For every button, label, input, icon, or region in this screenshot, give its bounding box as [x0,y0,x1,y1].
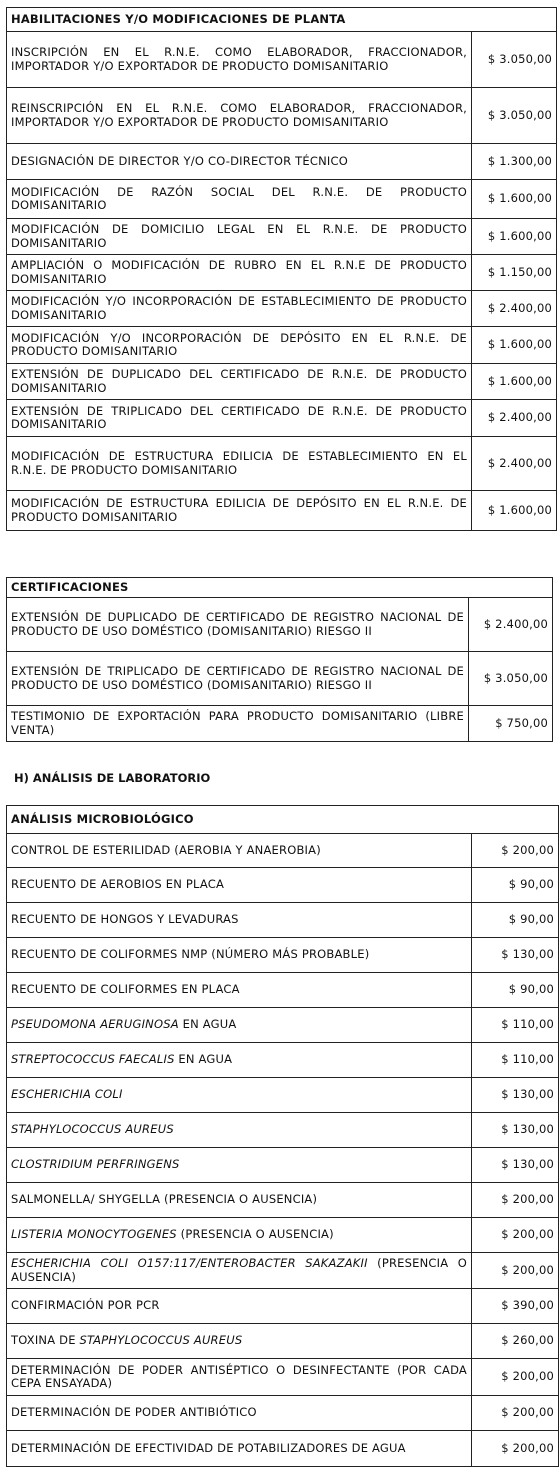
row-desc [7,1078,472,1113]
section-title: ANÁLISIS MICROBIOLÓGICO [7,806,559,834]
organism-name: STAPHYLOCOCCUS AUREUS [11,1122,174,1137]
table-row [7,180,557,219]
table-row [7,255,557,291]
row-desc: AMPLIACIÓN O MODIFICACIÓN DE RUBRO EN EL R.N.E DE PRODUCTO DOMISANITARIO [7,255,472,291]
table-row [7,32,557,88]
row-desc: CONTROL DE ESTERILIDAD (AEROBIA Y ANAEROBIA) [7,834,472,868]
table-row [7,1431,559,1467]
row-desc [7,1218,472,1253]
table-row [7,1008,559,1043]
row-desc-suffix: EN AGUA [174,1052,233,1067]
table-row [7,1289,559,1324]
organism-name: LISTERIA MONOCYTOGENES [11,1227,177,1242]
row-desc: MODIFICACIÓN Y/O INCORPORACIÓN DE DEPÓSITO EN EL R.N.E. DE PRODUCTO DOMISANITARIO [7,327,472,364]
table-habilitaciones [6,7,557,531]
row-price: $ 130,00 [472,1113,559,1148]
row-price: $ 2.400,00 [469,598,553,652]
row-desc: EXTENSIÓN DE DUPLICADO DE CERTIFICADO DE REGISTRO NACIONAL DE PRODUCTO DE USO DOMÉSTICO (DOMISANITARIO) RIESGO II [7,598,469,652]
row-desc [7,1113,472,1148]
row-desc: MODIFICACIÓN DE DOMICILIO LEGAL EN EL R.N.E. DE PRODUCTO DOMISANITARIO [7,219,472,255]
row-desc: RECUENTO DE COLIFORMES EN PLACA [7,973,472,1008]
organism-name: CLOSTRIDIUM PERFRINGENS [11,1157,180,1172]
row-desc: TESTIMONIO DE EXPORTACIÓN PARA PRODUCTO DOMISANITARIO (LIBRE VENTA) [7,706,469,742]
row-desc: EXTENSIÓN DE TRIPLICADO DEL CERTIFICADO DE R.N.E. DE PRODUCTO DOMISANITARIO [7,400,472,437]
row-price: $ 3.050,00 [469,652,553,706]
table-row [7,1324,559,1359]
row-price: $ 200,00 [472,1359,559,1396]
row-desc [7,1253,472,1289]
table-row [7,491,557,531]
row-desc: RECUENTO DE HONGOS Y LEVADURAS [7,903,472,938]
row-desc: EXTENSIÓN DE TRIPLICADO DE CERTIFICADO DE REGISTRO NACIONAL DE PRODUCTO DE USO DOMÉSTICO (DOMISANITARIO) RIESGO II [7,652,469,706]
row-price: $ 130,00 [472,938,559,973]
row-price: $ 2.400,00 [472,400,557,437]
row-desc-suffix: (PRESENCIA O AUSENCIA) [176,1227,334,1242]
row-desc: DESIGNACIÓN DE DIRECTOR Y/O CO-DIRECTOR TÉCNICO [7,144,472,180]
row-price: $ 200,00 [472,1253,559,1289]
row-desc: RECUENTO DE COLIFORMES NMP (NÚMERO MÁS PROBABLE) [7,938,472,973]
row-desc-prefix: TOXINA DE [11,1333,80,1348]
row-price: $ 2.400,00 [472,437,557,491]
table-row [7,706,553,742]
organism-name: STREPTOCOCCUS FAECALIS [11,1052,175,1067]
row-desc: EXTENSIÓN DE DUPLICADO DEL CERTIFICADO DE R.N.E. DE PRODUCTO DOMISANITARIO [7,364,472,400]
lab-heading: H) ANÁLISIS DE LABORATORIO [14,771,211,785]
table-row [7,364,557,400]
table-row [7,1043,559,1078]
row-desc: MODIFICACIÓN DE ESTRUCTURA EDILICIA DE ESTABLECIMIENTO EN EL R.N.E. DE PRODUCTO DOMISANITARIO [7,437,472,491]
table-row [7,291,557,327]
row-desc: DETERMINACIÓN DE PODER ANTISÉPTICO O DESINFECTANTE (POR CADA CEPA ENSAYADA) [7,1359,472,1396]
row-price: $ 390,00 [472,1289,559,1324]
table-certificaciones [6,577,553,742]
row-price: $ 2.400,00 [472,291,557,327]
table-row [7,652,553,706]
row-price: $ 1.600,00 [472,364,557,400]
row-price: $ 1.600,00 [472,180,557,219]
organism-name: STAPHYLOCOCCUS AUREUS [79,1333,243,1348]
table-row [7,1113,559,1148]
row-price: $ 1.600,00 [472,219,557,255]
row-price: $ 130,00 [472,1078,559,1113]
row-price: $ 260,00 [472,1324,559,1359]
table-row [7,437,557,491]
table-row [7,1183,559,1218]
row-desc: DETERMINACIÓN DE PODER ANTIBIÓTICO [7,1396,472,1431]
row-price: $ 200,00 [472,1396,559,1431]
row-price: $ 1.150,00 [472,255,557,291]
row-desc-suffix: (PRESENCIA O AUSENCIA) [11,1256,468,1284]
row-desc: MODIFICACIÓN DE ESTRUCTURA EDILICIA DE DEPÓSITO EN EL R.N.E. DE PRODUCTO DOMISANITARIO [7,491,472,531]
table-row [7,1078,559,1113]
row-price: $ 110,00 [472,1043,559,1078]
row-desc [7,1043,472,1078]
table-row [7,88,557,144]
row-price: $ 1.600,00 [472,491,557,531]
table-row [7,598,553,652]
table-row [7,1148,559,1183]
row-price: $ 90,00 [472,973,559,1008]
table-row [7,834,559,868]
row-price: $ 3.050,00 [472,32,557,88]
row-desc-suffix: EN AGUA [178,1017,237,1032]
table-row [7,868,559,903]
row-price: $ 750,00 [469,706,553,742]
row-desc: MODIFICACIÓN DE RAZÓN SOCIAL DEL R.N.E. DE PRODUCTO DOMISANITARIO [7,180,472,219]
table-row [7,1396,559,1431]
row-price: $ 130,00 [472,1148,559,1183]
section-title: HABILITACIONES Y/O MODIFICACIONES DE PLANTA [7,8,557,32]
row-price: $ 1.300,00 [472,144,557,180]
table-row [7,144,557,180]
row-price: $ 200,00 [472,834,559,868]
row-price: $ 90,00 [472,903,559,938]
row-desc: DETERMINACIÓN DE EFECTIVIDAD DE POTABILIZADORES DE AGUA [7,1431,472,1467]
row-price: $ 200,00 [472,1218,559,1253]
table-row [7,327,557,364]
table-row [7,1359,559,1396]
row-desc: INSCRIPCIÓN EN EL R.N.E. COMO ELABORADOR, FRACCIONADOR, IMPORTADOR Y/O EXPORTADOR DE PRODUCTO DOMISANITARIO [7,32,472,88]
row-price: $ 110,00 [472,1008,559,1043]
row-price: $ 3.050,00 [472,88,557,144]
row-price: $ 200,00 [472,1183,559,1218]
row-desc: RECUENTO DE AEROBIOS EN PLACA [7,868,472,903]
row-desc: MODIFICACIÓN Y/O INCORPORACIÓN DE ESTABLECIMIENTO DE PRODUCTO DOMISANITARIO [7,291,472,327]
row-desc: SALMONELLA/ SHYGELLA (PRESENCIA O AUSENCIA) [7,1183,472,1218]
organism-name: PSEUDOMONA AERUGINOSA [11,1017,179,1032]
row-price: $ 200,00 [472,1431,559,1467]
row-price: $ 1.600,00 [472,327,557,364]
table-row [7,1218,559,1253]
row-desc: CONFIRMACIÓN POR PCR [7,1289,472,1324]
table-microbiologico [6,805,559,1467]
row-desc [7,1148,472,1183]
row-desc: REINSCRIPCIÓN EN EL R.N.E. COMO ELABORADOR, FRACCIONADOR, IMPORTADOR Y/O EXPORTADOR DE PRODUCTO DOMISANITARIO [7,88,472,144]
table-row [7,938,559,973]
table-row [7,219,557,255]
organism-name: ESCHERICHIA COLI [11,1087,123,1102]
row-desc [7,1008,472,1043]
organism-name: ESCHERICHIA COLI O157:117/ENTEROBACTER SAKAZAKII [11,1256,368,1270]
table-row [7,400,557,437]
row-desc [7,1324,472,1359]
section-title: CERTIFICACIONES [7,578,553,598]
table-row [7,973,559,1008]
table-row [7,903,559,938]
row-price: $ 90,00 [472,868,559,903]
table-row [7,1253,559,1289]
